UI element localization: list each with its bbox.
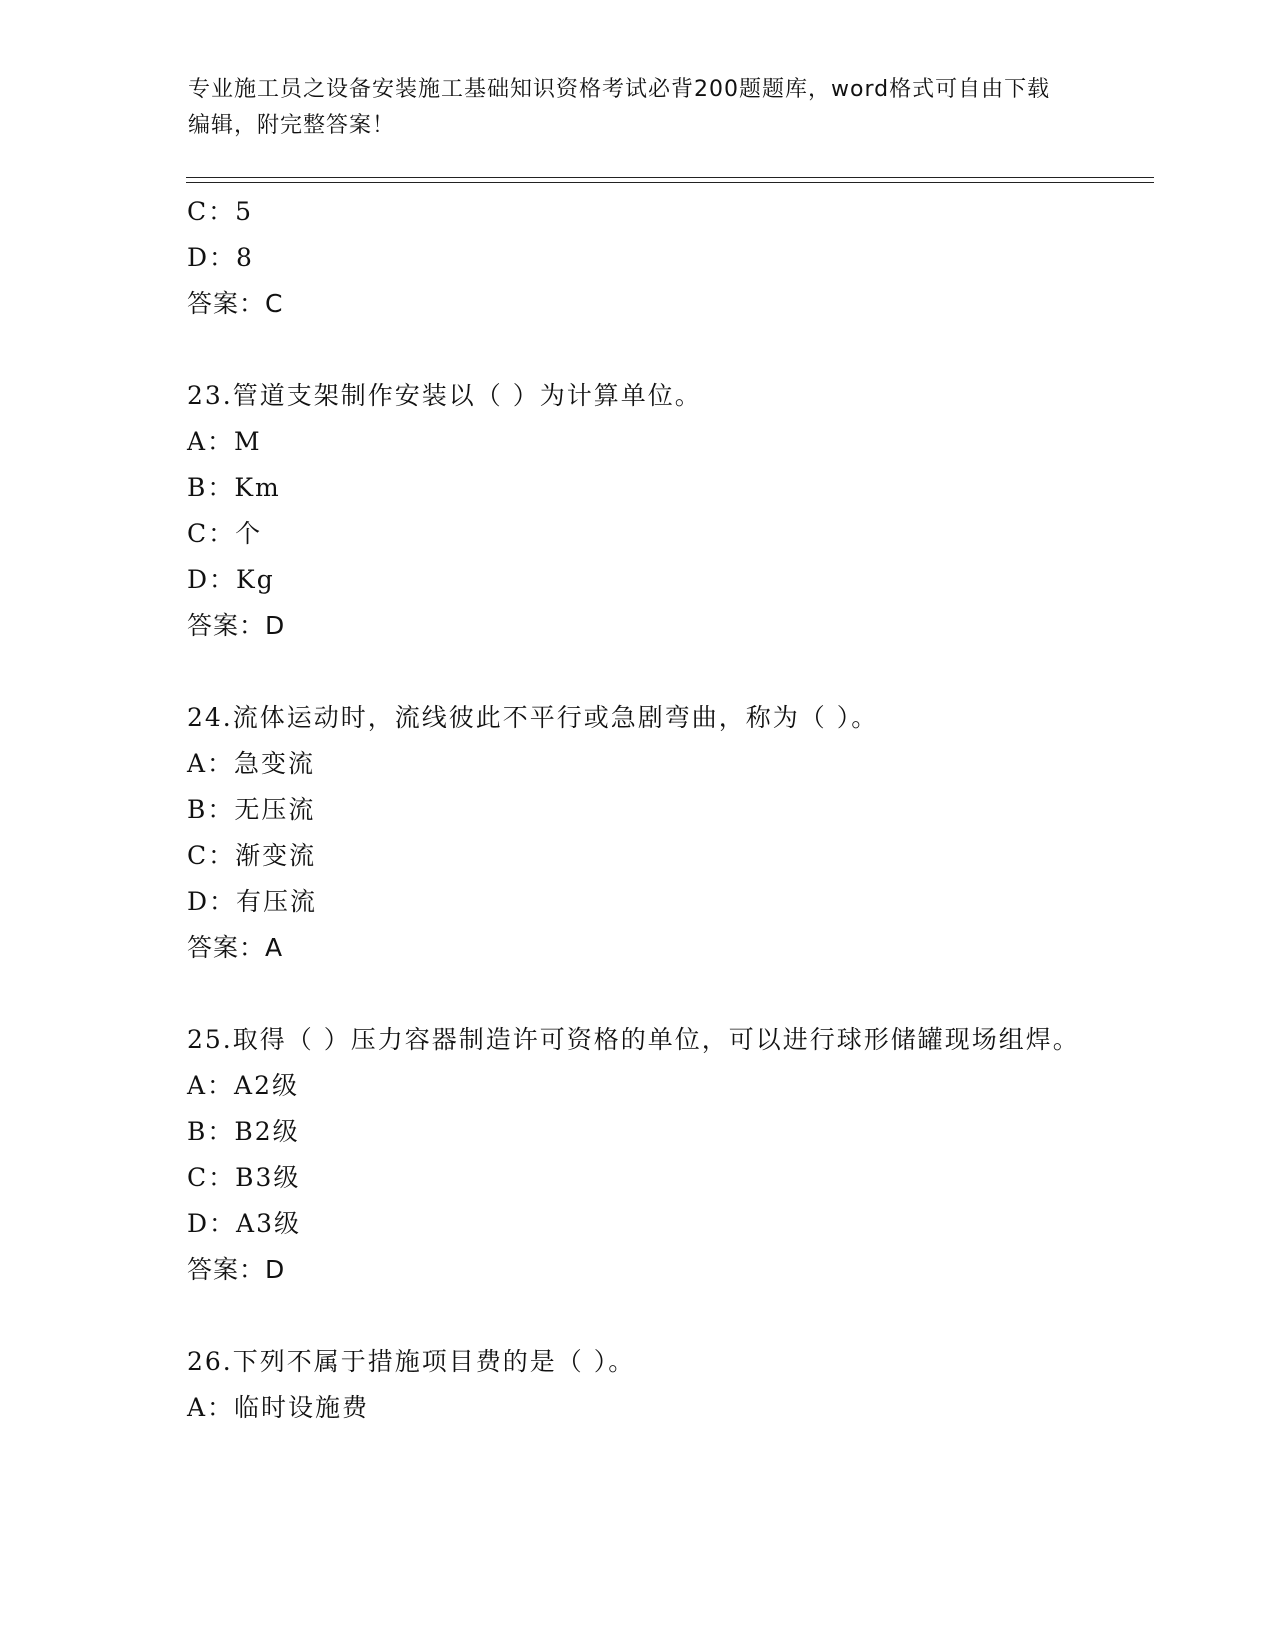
spacer bbox=[187, 649, 1117, 695]
option-b: B：Km bbox=[187, 473, 281, 502]
header-divider-top bbox=[186, 177, 1154, 178]
answer: 答案：C bbox=[187, 289, 284, 318]
header-divider-bottom bbox=[186, 182, 1154, 183]
option-c: C：渐变流 bbox=[187, 841, 317, 870]
option-a: A：临时设施费 bbox=[187, 1393, 370, 1422]
answer: 答案：D bbox=[187, 1255, 286, 1284]
question-23-text: 23.管道支架制作安装以（ ）为计算单位。 bbox=[187, 381, 702, 410]
option-a: A：M bbox=[187, 427, 262, 456]
question-24-text: 24.流体运动时，流线彼此不平行或急剧弯曲，称为（ ）。 bbox=[187, 703, 879, 732]
question-26-text: 26.下列不属于措施项目费的是（ ）。 bbox=[187, 1347, 636, 1376]
option-c: C：5 bbox=[187, 197, 254, 226]
spacer bbox=[187, 971, 1117, 1017]
option-d: D：A3级 bbox=[187, 1209, 302, 1238]
spacer bbox=[187, 1293, 1117, 1339]
document-header: 专业施工员之设备安装施工基础知识资格考试必背200题题库，word格式可自由下载编辑，附完整答案！ bbox=[188, 77, 1051, 138]
option-d: D：8 bbox=[187, 243, 254, 272]
option-a: A：A2级 bbox=[187, 1071, 300, 1100]
question-25-text: 25.取得（ ）压力容器制造许可资格的单位，可以进行球形储罐现场组焊。 bbox=[187, 1025, 1080, 1054]
option-a: A：急变流 bbox=[187, 749, 316, 778]
option-c: C：B3级 bbox=[187, 1163, 301, 1192]
option-c: C：个 bbox=[187, 519, 263, 548]
option-d: D：有压流 bbox=[187, 887, 318, 916]
option-b: B：无压流 bbox=[187, 795, 316, 824]
answer: 答案：A bbox=[187, 933, 284, 962]
spacer bbox=[187, 327, 1117, 373]
answer: 答案：D bbox=[187, 611, 286, 640]
option-b: B：B2级 bbox=[187, 1117, 300, 1146]
question-list bbox=[187, 189, 1117, 1431]
option-d: D：Kg bbox=[187, 565, 275, 594]
